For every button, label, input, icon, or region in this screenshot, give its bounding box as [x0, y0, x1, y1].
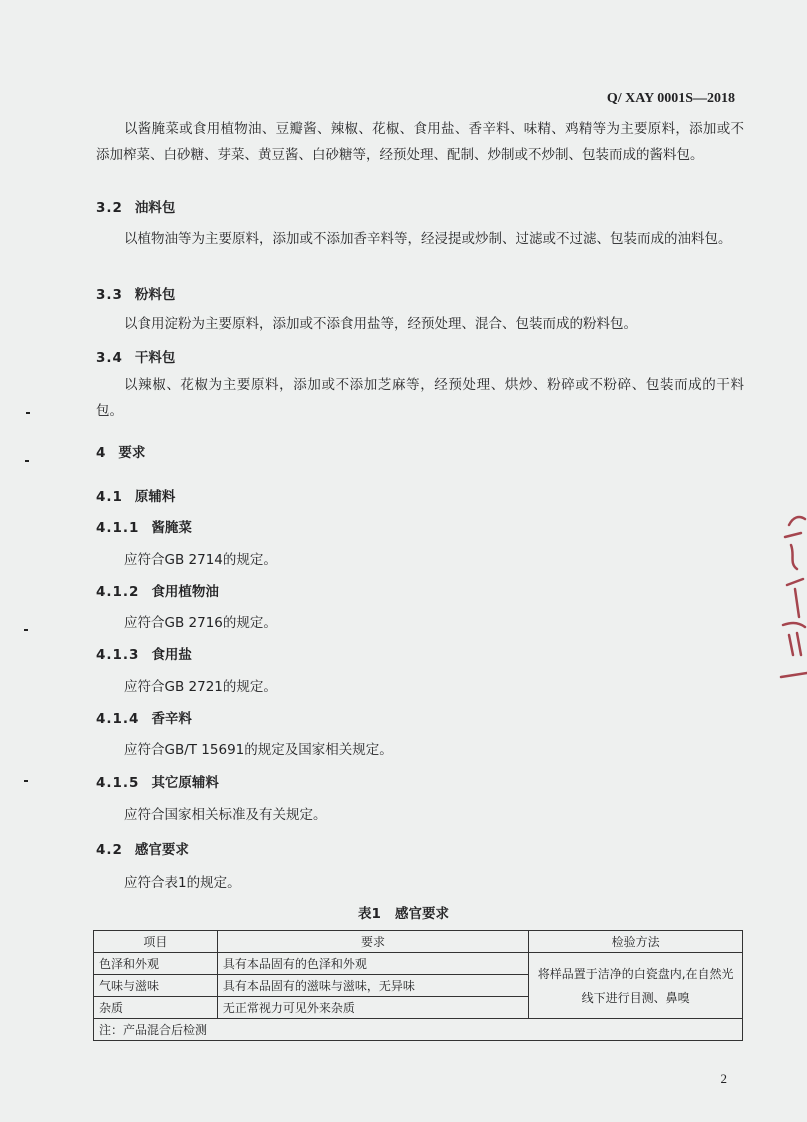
section-title: 酱腌菜: [151, 520, 192, 536]
table-cell: 气味与滋味: [94, 975, 218, 997]
scan-mark: [26, 412, 30, 414]
table-row: [94, 953, 743, 975]
section-number: 4.1.1: [96, 520, 140, 536]
page-number: 2: [720, 1071, 727, 1086]
red-seal-stamp-edge: [777, 505, 807, 685]
table-cell: 具有本品固有的滋味与滋味，无异味: [217, 975, 529, 997]
table-cell: 杂质: [94, 997, 218, 1019]
section-number: 3.3: [96, 287, 123, 303]
section-4-1-2-heading: [96, 580, 219, 600]
section-title: 其它原辅料: [151, 775, 219, 791]
inspection-method-cell: 将样品置于洁净的白瓷盘内,在自然光线下进行目测、鼻嗅: [529, 953, 743, 1019]
standard-code: Q/ XAY 0001S—2018: [606, 91, 735, 106]
section-title: 粉料包: [134, 287, 176, 303]
section-number: 4.2: [96, 842, 123, 858]
section-4-1-4-heading: [96, 707, 192, 727]
section-title: 感官要求: [134, 842, 189, 858]
section-3-2-body: 以植物油等为主要原料，添加或不添加香辛料等，经浸提或炒制、过滤或不过滤、包装而成的油料包。: [124, 231, 732, 247]
table-header-cell: 要求: [217, 931, 529, 953]
scan-mark: [24, 629, 28, 631]
section-4-1-1-heading: [96, 516, 192, 536]
section-number: 4.1: [96, 489, 123, 505]
section-number: 4.1.2: [96, 584, 140, 600]
section-3-4-heading: [96, 346, 175, 366]
section-4-1-2-body: 应符合GB 2716的规定。: [124, 615, 277, 631]
table-cell: 色泽和外观: [94, 953, 218, 975]
section-number: 4.1.3: [96, 647, 140, 663]
section-4-1-heading: [96, 485, 175, 505]
table-header-cell: 项目: [94, 931, 218, 953]
section-3-2-heading: [96, 196, 175, 216]
scan-mark: [25, 460, 29, 462]
section-title: 干料包: [134, 350, 176, 366]
section-4-2-body: 应符合表1的规定。: [124, 875, 241, 891]
section-title: 原辅料: [134, 489, 176, 505]
table-header-cell: 检验方法: [529, 931, 743, 953]
section-number: 4.1.5: [96, 775, 140, 791]
section-title: 油料包: [134, 200, 176, 216]
section-4-1-3-body: 应符合GB 2721的规定。: [124, 679, 277, 695]
section-4-1-5-heading: [96, 771, 219, 791]
table-cell: 无正常视力可见外来杂质: [217, 997, 529, 1019]
section-number: 4.1.4: [96, 711, 140, 727]
section-4-1-5-body: 应符合国家相关标准及有关规定。: [124, 807, 327, 823]
table-note-row: [94, 1019, 743, 1041]
section-4-1-1-body: 应符合GB 2714的规定。: [124, 552, 277, 568]
table-header-row: [94, 931, 743, 953]
section-title: 食用盐: [151, 647, 192, 663]
table-cell: 具有本品固有的色泽和外观: [217, 953, 529, 975]
table-title: 表1 感官要求: [358, 906, 449, 922]
section-4-heading: [96, 441, 145, 461]
section-title: 香辛料: [151, 711, 192, 727]
section-3-4-body: 以辣椒、花椒为主要原料，添加或不添加芝麻等，经预处理、烘炒、粉碎或不粉碎、包装而成的干料包。: [96, 377, 744, 419]
section-title: 要求: [118, 445, 146, 461]
section-number: 4: [96, 445, 107, 461]
table-note: 注：产品混合后检测: [94, 1019, 743, 1041]
section-4-1-4-body: 应符合GB/T 15691的规定及国家相关规定。: [124, 742, 393, 758]
section-4-2-heading: [96, 838, 189, 858]
section-number: 3.4: [96, 350, 123, 366]
sensory-requirements-table: [93, 930, 743, 1041]
section-3-3-heading: [96, 283, 175, 303]
section-number: 3.2: [96, 200, 123, 216]
section-4-1-3-heading: [96, 643, 192, 663]
section-3-3-body: 以食用淀粉为主要原料，添加或不添食用盐等，经预处理、混合、包装而成的粉料包。: [124, 316, 637, 332]
scan-mark: [24, 780, 28, 782]
intro-paragraph: 以酱腌菜或食用植物油、豆瓣酱、辣椒、花椒、食用盐、香辛料、味精、鸡精等为主要原料，添加或不添加榨菜、白砂糖、芽菜、黄豆酱、白砂糖等，经预处理、配制、炒制或不炒制、包装而成的酱料包。: [96, 121, 744, 163]
section-title: 食用植物油: [151, 584, 219, 600]
